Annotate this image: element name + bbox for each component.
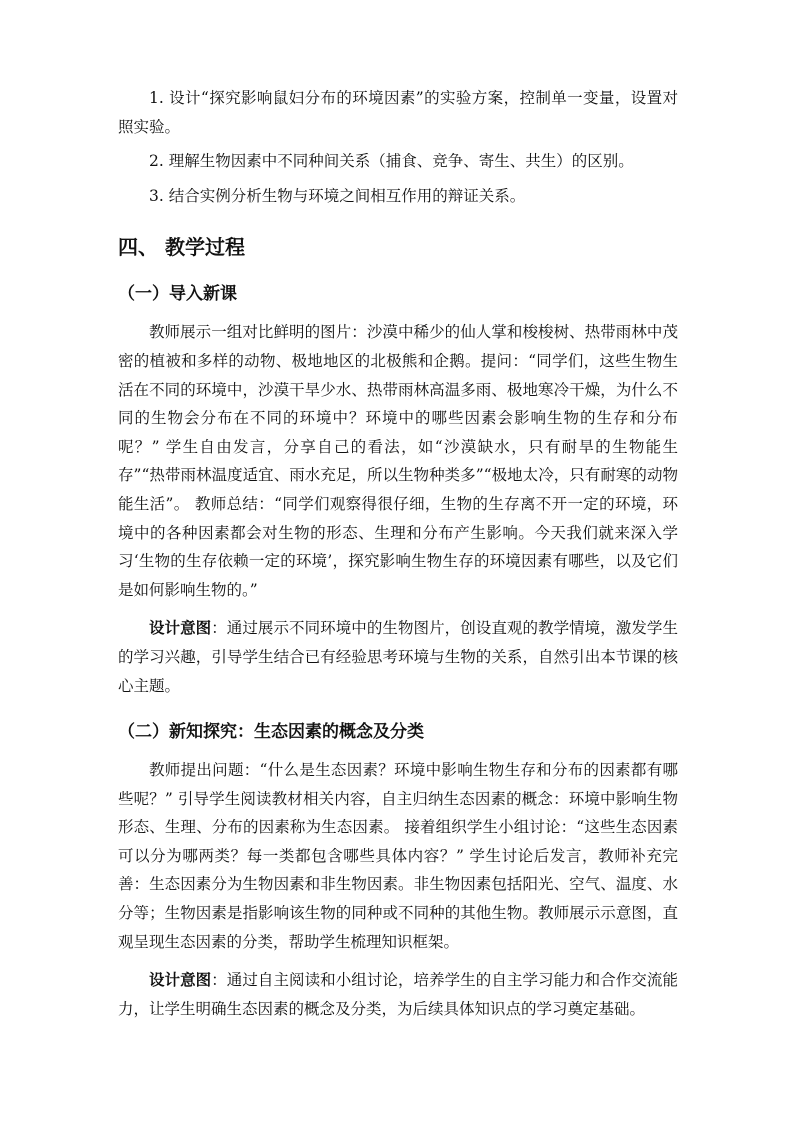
objective-item-2: 2. 理解生物因素中不同种间关系（捕食、竞争、寄生、共生）的区别。 (149, 152, 634, 171)
design-intent-label: 设计意图 (149, 618, 212, 638)
document-page (118, 84, 678, 1023)
objective-item-1: 1. 设计“探究影响鼠妇分布的环境因素”的实验方案，控制单一变量，设置对照实验。 (118, 89, 678, 136)
subsection-heading-ecological-factors: （二）新知探究：生态因素的概念及分类 (118, 722, 424, 743)
design-intent-text: ：通过自主阅读和小组讨论，培养学生的自主学习能力和合作交流能力，让学生明确生态因素的概念及分类，为后续具体知识点的学习奠定基础。 (118, 971, 678, 1018)
design-intent-text: ：通过展示不同环境中的生物图片，创设直观的教学情境，激发学生的学习兴趣，引导学生结合已有经验思考环境与生物的关系，自然引出本节课的核心主题。 (118, 619, 678, 695)
objective-item-3: 3. 结合实例分析生物与环境之间相互作用的辩证关系。 (149, 186, 526, 205)
subsection-heading-intro: （一）导入新课 (118, 284, 237, 305)
intro-paragraph: 教师展示一组对比鲜明的图片：沙漠中稀少的仙人掌和梭梭树、热带雨林中茂密的植被和多样的动物、极地地区的北极熊和企鹅。提问：“同学们，这些生物生活在不同的环境中，沙漠干旱少水、热带雨林高温多雨、极地寒冷干燥，为什么不同的生物会分布在不同的环境中？环境中的哪些因素会影响生物的生存和分布呢？” 学生自由发言，分享自己的看法，如“沙漠缺水，只有耐旱的生物能生存”“热带雨林温度适宜、雨水充足，所以生物种类多”“极地太冷，只有耐寒的动物能生活”。 教师总结：“同学们观察得很仔细，生物的生存离不开一定的环境，环境中的各种因素都会对生物的形态、生理和分布产生影响。今天我们就来深入学习‘生物的生存依赖一定的环境’，探究影响生物生存的环境因素有哪些，以及它们是如何影响生物的。” (118, 323, 678, 599)
ecological-factors-design-intent (118, 966, 678, 1023)
design-intent-label: 设计意图 (149, 970, 212, 990)
section-heading-teaching-process: 四、 教学过程 (118, 235, 245, 260)
ecological-factors-paragraph: 教师提出问题：“什么是生态因素？环境中影响生物生存和分布的因素都有哪些呢？” 引导学生阅读教材相关内容，自主归纳生态因素的概念：环境中影响生物形态、生理、分布的因素称为生态因素。 接着组织学生小组讨论：“这些生态因素可以分为哪两类？每一类都包含哪些具体内容？” 学生讨论后发言，教师补充完善：生态因素分为生物因素和非生物因素。非生物因素包括阳光、空气、温度、水分等；生物因素是指影响该生物的同种或不同种的其他生物。教师展示示意图，直观呈现生态因素的分类，帮助学生梳理知识框架。 (118, 761, 678, 951)
intro-design-intent (118, 614, 678, 700)
